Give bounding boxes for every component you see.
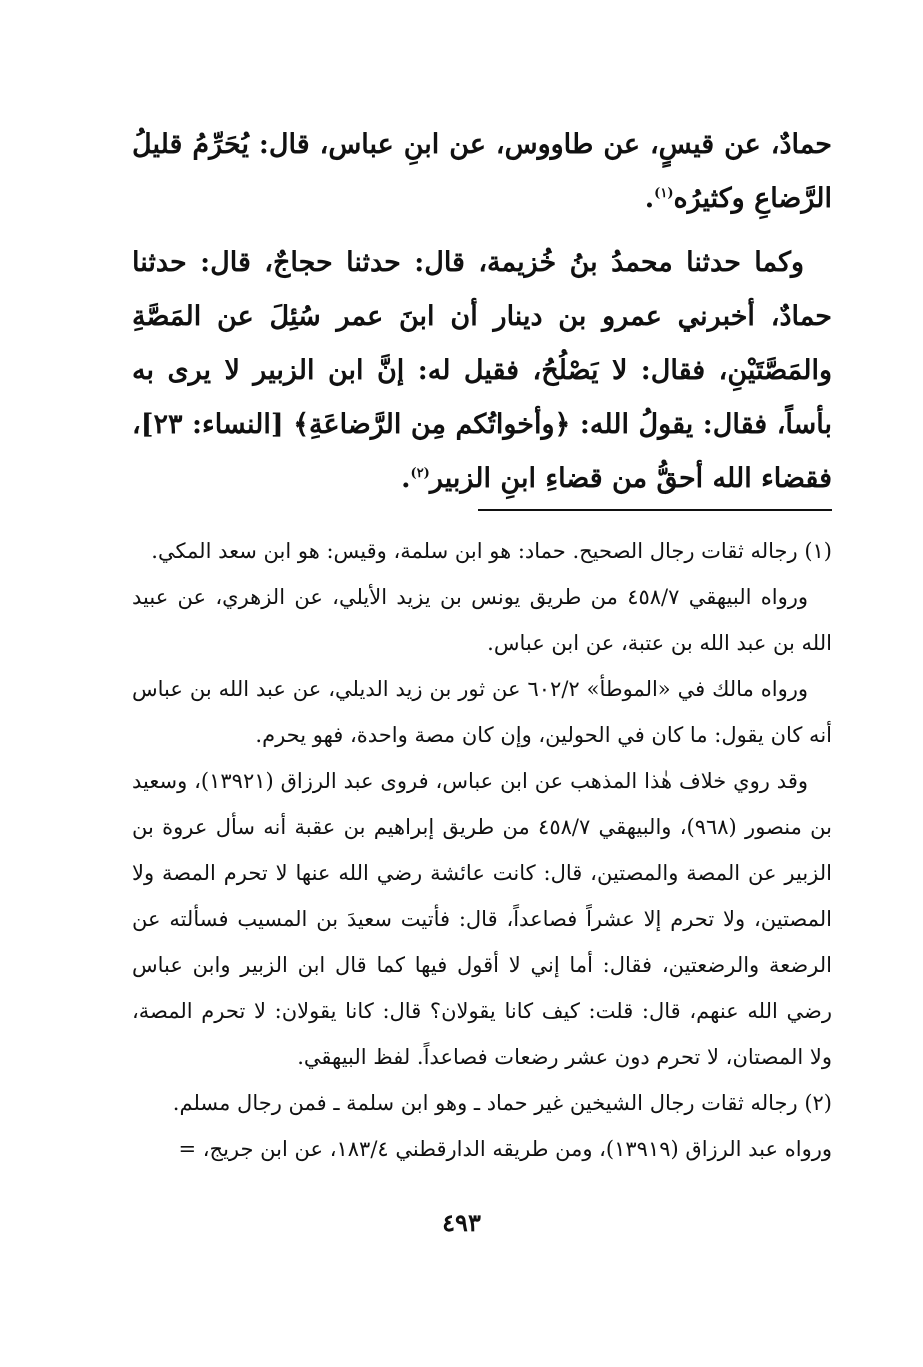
main-text-paragraph-1 bbox=[132, 118, 832, 226]
footnote-2-abdulrazzaq: ورواه عبد الرزاق (١٣٩١٩)، ومن طريقه الدارقطني ١٨٣/٤، عن ابن جريج، = bbox=[178, 1137, 832, 1161]
main-text-paragraph-2 bbox=[132, 236, 832, 506]
footnote-2-intro: (٢) رجاله ثقات رجال الشيخين غير حماد ـ وهو ابن سلمة ـ فمن رجال مسلم. bbox=[172, 1091, 832, 1115]
paragraph-1-end: . bbox=[644, 183, 655, 214]
page-number: ٤٩٣ bbox=[442, 1208, 481, 1237]
paragraph-2-text: وكما حدثنا محمدُ بنُ خُزيمة، قال: حدثنا حجاجٌ، قال: حدثنا حمادٌ، أخبرني عمرو بن دينار أن ابنَ عمر سُئِلَ عن المَصَّةِ والمَصَّتَيْنِ، فقال: لا يَصْلُحُ، فقيل له: إنَّ ابن الزبير لا يرى به بأساً، فقال: يقولُ الله: ﴿وأخواتُكم مِن الرَّضاعَةِ﴾ [النساء: ٢٣]، فقضاء الله أحقُّ من قضاءِ ابنِ الزبير bbox=[132, 247, 832, 494]
paragraph-1-text: حمادٌ، عن قيسٍ، عن طاووس، عن ابنِ عباس، قال: يُحَرِّمُ قليلُ الرَّضاعِ وكثيرُه bbox=[132, 129, 832, 214]
paragraph-2-end: . bbox=[401, 463, 411, 494]
footnote-ref-2: (٢) bbox=[410, 466, 430, 481]
footnote-1-intro: (١) رجاله ثقات رجال الصحيح. حماد: هو ابن سلمة، وقيس: هو ابن سعد المكي. bbox=[151, 539, 832, 563]
footnote-ref-1: (١) bbox=[654, 186, 674, 201]
footnote-separator bbox=[478, 509, 832, 511]
footnotes-section bbox=[132, 528, 832, 1172]
footnote-1-opposing-view: وقد روي خلاف هٰذا المذهب عن ابن عباس، فروى عبد الرزاق (١٣٩٢١)، وسعيد بن منصور (٩٦٨)، والبيهقي ٤٥٨/٧ من طريق إبراهيم بن عقبة أنه سأل عروة بن الزبير عن المصة والمصتين، قال: كانت عائشة رضي الله عنها لا تحرم المصة ولا المصتين، ولا تحرم إلا عشراً فصاعداً، قال: فأتيت سعيدَ بن المسيب فسألته عن الرضعة والرضعتين، فقال: أما إني لا أقول فيها كما قال ابن الزبير وابن عباس رضي الله عنهم، قال: قلت: كيف كانا يقولان؟ قال: كانا يقولان: لا تحرم المصة، ولا المصتان، لا تحرم دون عشر رضعات فصاعداً. لفظ البيهقي. bbox=[132, 769, 832, 1069]
footnote-1-malik: ورواه مالك في «الموطأ» ٦٠٢/٢ عن ثور بن زيد الديلي، عن عبد الله بن عباس أنه كان يقول: ما كان في الحولين، وإن كان مصة واحدة، فهو يحرم. bbox=[132, 677, 832, 747]
footnote-1-baihaqi: ورواه البيهقي ٤٥٨/٧ من طريق يونس بن يزيد الأيلي، عن الزهري، عن عبيد الله بن عبد الله بن عتبة، عن ابن عباس. bbox=[132, 585, 832, 655]
